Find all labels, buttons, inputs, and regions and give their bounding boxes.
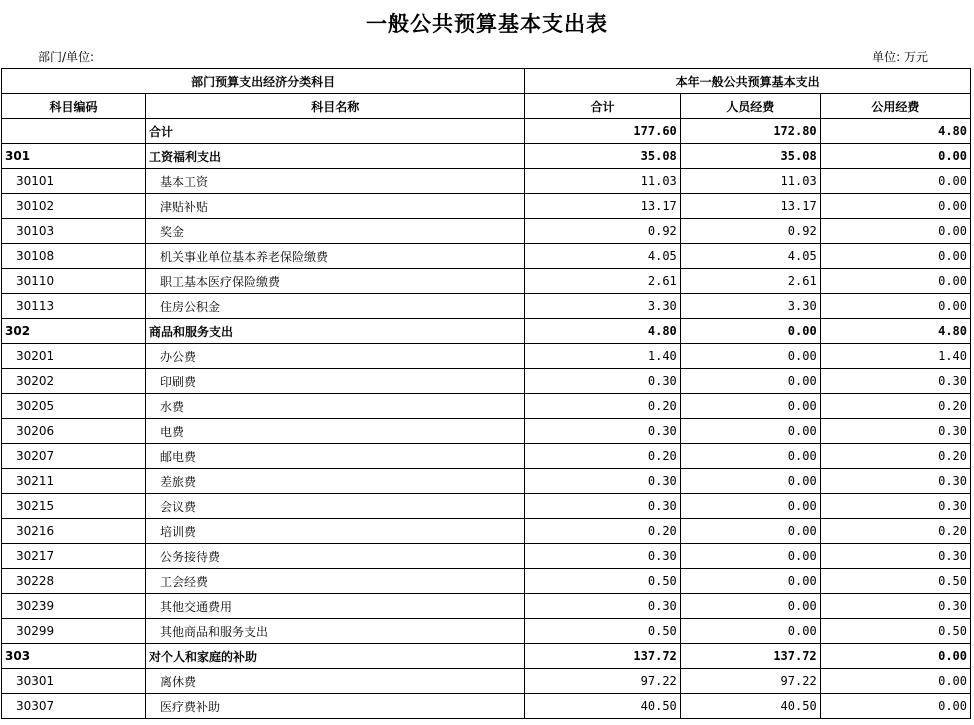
table-row: [2, 119, 971, 144]
cell-name: 商品和服务支出: [146, 319, 525, 344]
cell-name: 奖金: [146, 219, 525, 244]
cell-name: 对个人和家庭的补助: [146, 644, 525, 669]
cell-public: 0.00: [820, 169, 970, 194]
table-row: [2, 194, 971, 219]
cell-name: 合计: [146, 119, 525, 144]
cell-name: 职工基本医疗保险缴费: [146, 269, 525, 294]
table-row: [2, 244, 971, 269]
cell-total: 0.30: [525, 494, 680, 519]
table-row: [2, 569, 971, 594]
table-row: [2, 369, 971, 394]
cell-public: 0.20: [820, 394, 970, 419]
cell-total: 13.17: [525, 194, 680, 219]
cell-name: 其他交通费用: [146, 594, 525, 619]
cell-code: 30202: [2, 369, 146, 394]
cell-personnel: 4.05: [680, 244, 820, 269]
cell-code: 30102: [2, 194, 146, 219]
cell-personnel: 3.30: [680, 294, 820, 319]
cell-name: 医疗费补助: [146, 694, 525, 719]
cell-public: 0.30: [820, 494, 970, 519]
cell-public: 0.00: [820, 269, 970, 294]
cell-code: 30211: [2, 469, 146, 494]
cell-code: 301: [2, 144, 146, 169]
cell-total: 1.40: [525, 344, 680, 369]
cell-public: 0.20: [820, 444, 970, 469]
cell-personnel: 0.00: [680, 369, 820, 394]
cell-total: 0.30: [525, 594, 680, 619]
header-personnel: 人员经费: [680, 94, 820, 119]
cell-public: 0.30: [820, 544, 970, 569]
cell-personnel: 0.00: [680, 444, 820, 469]
cell-name: 差旅费: [146, 469, 525, 494]
cell-name: 其他商品和服务支出: [146, 619, 525, 644]
table-row: [2, 294, 971, 319]
cell-public: 0.20: [820, 519, 970, 544]
table-row: [2, 394, 971, 419]
header-public: 公用经费: [820, 94, 970, 119]
cell-name: 公务接待费: [146, 544, 525, 569]
cell-public: 4.80: [820, 319, 970, 344]
header-total: 合计: [525, 94, 680, 119]
table-row: [2, 644, 971, 669]
cell-personnel: 2.61: [680, 269, 820, 294]
cell-code: 30228: [2, 569, 146, 594]
table-row: [2, 344, 971, 369]
cell-name: 水费: [146, 394, 525, 419]
cell-code: 30301: [2, 669, 146, 694]
cell-public: 0.50: [820, 619, 970, 644]
header-group-expenditure: 本年一般公共预算基本支出: [525, 69, 971, 94]
cell-personnel: 13.17: [680, 194, 820, 219]
table-row: [2, 544, 971, 569]
table-row: [2, 594, 971, 619]
cell-code: 303: [2, 644, 146, 669]
cell-total: 4.05: [525, 244, 680, 269]
cell-code: 30101: [2, 169, 146, 194]
table-row: [2, 494, 971, 519]
cell-personnel: 0.00: [680, 319, 820, 344]
cell-total: 0.30: [525, 369, 680, 394]
cell-personnel: 0.00: [680, 519, 820, 544]
department-label: 部门/单位:: [38, 50, 95, 64]
cell-personnel: 137.72: [680, 644, 820, 669]
cell-total: 0.50: [525, 619, 680, 644]
cell-total: 0.92: [525, 219, 680, 244]
cell-personnel: 0.00: [680, 544, 820, 569]
cell-name: 电费: [146, 419, 525, 444]
table-row: [2, 169, 971, 194]
cell-name: 邮电费: [146, 444, 525, 469]
header-column-row: [2, 94, 971, 119]
cell-total: 177.60: [525, 119, 680, 144]
cell-code: 30207: [2, 444, 146, 469]
cell-personnel: 172.80: [680, 119, 820, 144]
cell-code: 30206: [2, 419, 146, 444]
cell-code: 30299: [2, 619, 146, 644]
cell-public: 0.00: [820, 244, 970, 269]
cell-name: 住房公积金: [146, 294, 525, 319]
cell-name: 机关事业单位基本养老保险缴费: [146, 244, 525, 269]
cell-personnel: 0.00: [680, 344, 820, 369]
cell-public: 0.30: [820, 469, 970, 494]
cell-total: 137.72: [525, 644, 680, 669]
cell-personnel: 97.22: [680, 669, 820, 694]
cell-public: 0.00: [820, 294, 970, 319]
table-row: [2, 444, 971, 469]
budget-table: [1, 68, 971, 719]
cell-name: 会议费: [146, 494, 525, 519]
cell-code: 30113: [2, 294, 146, 319]
cell-code: 30205: [2, 394, 146, 419]
cell-code: 30201: [2, 344, 146, 369]
cell-name: 基本工资: [146, 169, 525, 194]
cell-public: 0.00: [820, 644, 970, 669]
cell-personnel: 0.92: [680, 219, 820, 244]
table-row: [2, 319, 971, 344]
cell-name: 工资福利支出: [146, 144, 525, 169]
cell-total: 2.61: [525, 269, 680, 294]
cell-name: 印刷费: [146, 369, 525, 394]
cell-public: 4.80: [820, 119, 970, 144]
cell-code: 30216: [2, 519, 146, 544]
cell-total: 0.20: [525, 394, 680, 419]
cell-public: 1.40: [820, 344, 970, 369]
cell-total: 3.30: [525, 294, 680, 319]
cell-total: 0.30: [525, 544, 680, 569]
cell-total: 0.30: [525, 469, 680, 494]
cell-public: 0.50: [820, 569, 970, 594]
header-name: 科目名称: [146, 94, 525, 119]
table-row: [2, 619, 971, 644]
cell-personnel: 0.00: [680, 394, 820, 419]
cell-personnel: 0.00: [680, 494, 820, 519]
table-row: [2, 519, 971, 544]
cell-public: 0.00: [820, 219, 970, 244]
table-row: [2, 219, 971, 244]
cell-code: 30110: [2, 269, 146, 294]
table-body: [2, 119, 971, 719]
cell-personnel: 0.00: [680, 469, 820, 494]
cell-total: 11.03: [525, 169, 680, 194]
cell-total: 40.50: [525, 694, 680, 719]
cell-total: 35.08: [525, 144, 680, 169]
cell-code: 30215: [2, 494, 146, 519]
table-row: [2, 419, 971, 444]
cell-total: 97.22: [525, 669, 680, 694]
cell-code: 30239: [2, 594, 146, 619]
cell-public: 0.00: [820, 669, 970, 694]
cell-total: 0.20: [525, 519, 680, 544]
unit-label: 单位: 万元: [872, 50, 928, 64]
table-row: [2, 669, 971, 694]
cell-code: 30217: [2, 544, 146, 569]
cell-total: 0.50: [525, 569, 680, 594]
cell-personnel: 35.08: [680, 144, 820, 169]
cell-name: 津贴补贴: [146, 194, 525, 219]
cell-personnel: 0.00: [680, 569, 820, 594]
cell-personnel: 0.00: [680, 594, 820, 619]
cell-total: 0.20: [525, 444, 680, 469]
header-group-classification: 部门预算支出经济分类科目: [2, 69, 525, 94]
cell-total: 4.80: [525, 319, 680, 344]
header-group-row: [2, 69, 971, 94]
cell-public: 0.00: [820, 694, 970, 719]
cell-code: 30108: [2, 244, 146, 269]
table-row: [2, 144, 971, 169]
cell-public: 0.00: [820, 194, 970, 219]
cell-personnel: 0.00: [680, 619, 820, 644]
cell-name: 工会经费: [146, 569, 525, 594]
cell-public: 0.30: [820, 594, 970, 619]
cell-public: 0.00: [820, 144, 970, 169]
table-row: [2, 694, 971, 719]
cell-total: 0.30: [525, 419, 680, 444]
cell-code: 302: [2, 319, 146, 344]
cell-personnel: 40.50: [680, 694, 820, 719]
cell-public: 0.30: [820, 419, 970, 444]
cell-name: 办公费: [146, 344, 525, 369]
table-row: [2, 469, 971, 494]
page-title: 一般公共预算基本支出表: [366, 11, 608, 36]
header-code: 科目编码: [2, 94, 146, 119]
cell-name: 培训费: [146, 519, 525, 544]
cell-public: 0.30: [820, 369, 970, 394]
table-row: [2, 269, 971, 294]
cell-personnel: 11.03: [680, 169, 820, 194]
cell-name: 离休费: [146, 669, 525, 694]
cell-code: 30307: [2, 694, 146, 719]
cell-code: 30103: [2, 219, 146, 244]
cell-code: [2, 119, 146, 144]
cell-personnel: 0.00: [680, 419, 820, 444]
